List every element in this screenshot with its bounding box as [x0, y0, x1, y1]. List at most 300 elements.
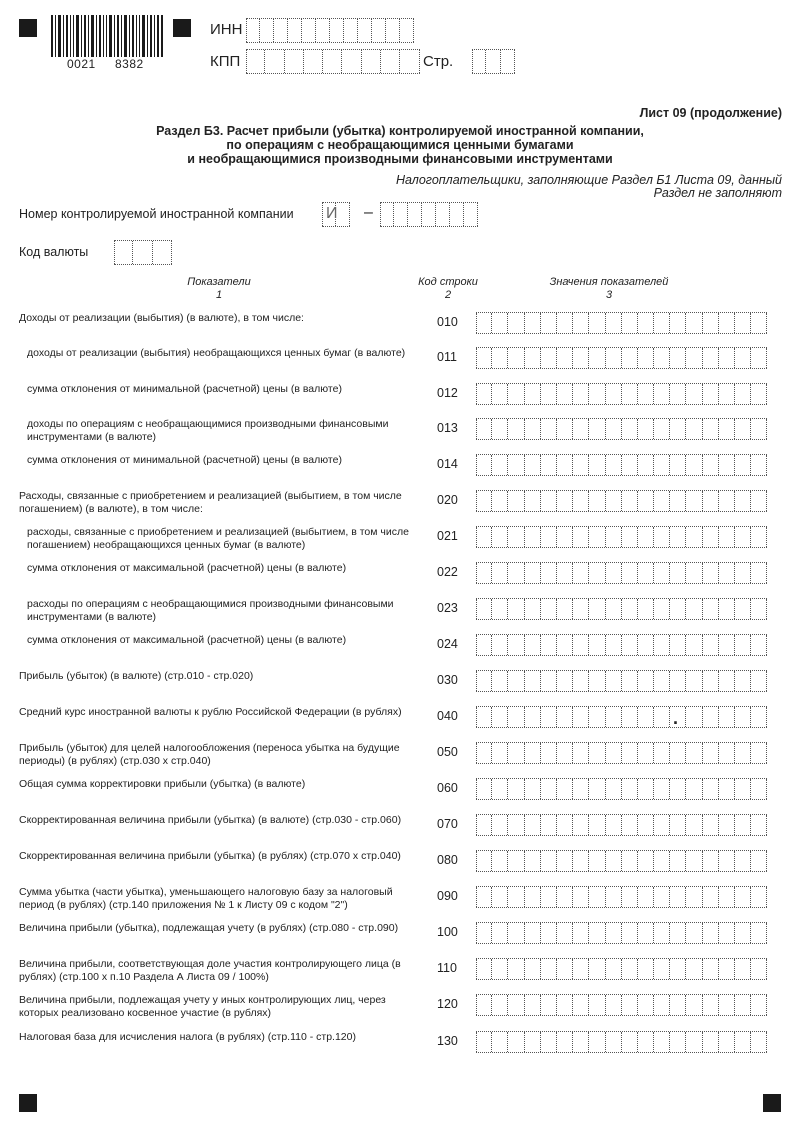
row-value-field[interactable]	[476, 850, 767, 872]
input-cell[interactable]	[386, 19, 400, 42]
input-cell[interactable]	[501, 50, 515, 73]
row-value-field[interactable]	[476, 490, 767, 512]
input-cell[interactable]	[719, 707, 735, 727]
input-cell[interactable]	[622, 419, 638, 439]
input-cell[interactable]	[508, 743, 524, 763]
input-cell[interactable]	[719, 455, 735, 475]
input-cell[interactable]	[541, 743, 557, 763]
input-cell[interactable]	[476, 743, 492, 763]
input-cell[interactable]	[686, 599, 702, 619]
input-cell[interactable]	[719, 491, 735, 511]
input-cell[interactable]	[686, 671, 702, 691]
row-value-field[interactable]	[476, 383, 767, 405]
input-cell[interactable]	[719, 313, 735, 333]
input-cell[interactable]	[703, 563, 719, 583]
input-cell[interactable]	[686, 455, 702, 475]
input-cell[interactable]	[589, 313, 605, 333]
input-cell[interactable]	[735, 1032, 751, 1052]
input-cell[interactable]	[557, 743, 573, 763]
input-cell[interactable]	[751, 348, 767, 368]
input-cell[interactable]	[589, 599, 605, 619]
input-cell[interactable]	[719, 563, 735, 583]
input-cell[interactable]	[670, 348, 686, 368]
input-cell[interactable]	[541, 851, 557, 871]
input-cell[interactable]	[735, 455, 751, 475]
input-cell[interactable]	[508, 815, 524, 835]
input-cell[interactable]	[508, 527, 524, 547]
input-cell[interactable]	[508, 599, 524, 619]
input-cell[interactable]	[464, 203, 478, 226]
input-cell[interactable]	[735, 851, 751, 871]
input-cell[interactable]	[573, 707, 589, 727]
input-cell[interactable]	[638, 455, 654, 475]
input-cell[interactable]	[622, 779, 638, 799]
input-cell[interactable]	[686, 419, 702, 439]
input-cell[interactable]	[573, 313, 589, 333]
input-cell[interactable]	[557, 527, 573, 547]
input-cell[interactable]	[751, 887, 767, 907]
input-cell[interactable]	[751, 563, 767, 583]
input-cell[interactable]	[316, 19, 330, 42]
input-cell[interactable]	[342, 50, 361, 73]
input-cell[interactable]	[622, 815, 638, 835]
input-cell[interactable]	[606, 851, 622, 871]
input-cell[interactable]	[703, 348, 719, 368]
input-cell[interactable]	[622, 671, 638, 691]
input-cell[interactable]	[557, 887, 573, 907]
input-cell[interactable]	[557, 419, 573, 439]
input-cell[interactable]	[719, 995, 735, 1015]
input-cell[interactable]	[557, 707, 573, 727]
input-cell[interactable]	[472, 50, 486, 73]
input-cell[interactable]	[323, 50, 342, 73]
input-cell[interactable]	[735, 527, 751, 547]
input-cell[interactable]	[735, 959, 751, 979]
input-cell[interactable]	[735, 635, 751, 655]
input-cell[interactable]	[654, 563, 670, 583]
input-cell[interactable]	[638, 815, 654, 835]
input-cell[interactable]	[606, 348, 622, 368]
input-cell[interactable]	[557, 671, 573, 691]
input-cell[interactable]	[670, 995, 686, 1015]
input-cell[interactable]	[541, 599, 557, 619]
input-cell[interactable]	[589, 491, 605, 511]
input-cell[interactable]	[670, 887, 686, 907]
input-cell[interactable]	[557, 599, 573, 619]
input-cell[interactable]	[686, 635, 702, 655]
input-cell[interactable]	[557, 455, 573, 475]
input-cell[interactable]	[492, 671, 508, 691]
input-cell[interactable]	[508, 1032, 524, 1052]
input-cell[interactable]	[476, 455, 492, 475]
input-cell[interactable]	[638, 384, 654, 404]
input-cell[interactable]	[573, 779, 589, 799]
input-cell[interactable]	[476, 815, 492, 835]
input-cell[interactable]	[686, 743, 702, 763]
input-cell[interactable]	[735, 348, 751, 368]
input-cell[interactable]	[265, 50, 284, 73]
input-cell[interactable]	[525, 923, 541, 943]
input-cell[interactable]	[508, 851, 524, 871]
input-cell[interactable]	[654, 887, 670, 907]
input-cell[interactable]	[476, 707, 492, 727]
input-cell[interactable]	[703, 959, 719, 979]
input-cell[interactable]	[476, 851, 492, 871]
input-cell[interactable]	[573, 743, 589, 763]
row-value-field[interactable]	[476, 312, 767, 334]
input-cell[interactable]	[606, 599, 622, 619]
input-cell[interactable]	[492, 995, 508, 1015]
input-cell[interactable]	[606, 635, 622, 655]
input-cell[interactable]	[400, 50, 419, 73]
input-cell[interactable]	[622, 563, 638, 583]
input-cell[interactable]	[541, 923, 557, 943]
currency-code-field[interactable]	[114, 240, 172, 265]
input-cell[interactable]	[606, 1032, 622, 1052]
input-cell[interactable]	[573, 563, 589, 583]
input-cell[interactable]	[492, 959, 508, 979]
input-cell[interactable]	[557, 1032, 573, 1052]
input-cell[interactable]	[703, 599, 719, 619]
row-value-field[interactable]	[476, 922, 767, 944]
input-cell[interactable]	[525, 779, 541, 799]
input-cell[interactable]	[670, 1032, 686, 1052]
input-cell[interactable]	[476, 419, 492, 439]
input-cell[interactable]	[638, 419, 654, 439]
input-cell[interactable]	[719, 635, 735, 655]
input-cell[interactable]	[589, 779, 605, 799]
input-cell[interactable]	[606, 743, 622, 763]
input-cell[interactable]	[246, 50, 265, 73]
input-cell[interactable]	[622, 635, 638, 655]
input-cell[interactable]	[358, 19, 372, 42]
input-cell[interactable]	[622, 887, 638, 907]
input-cell[interactable]	[304, 50, 323, 73]
input-cell[interactable]	[654, 923, 670, 943]
input-cell[interactable]	[508, 707, 524, 727]
input-cell[interactable]	[492, 923, 508, 943]
input-cell[interactable]	[703, 419, 719, 439]
input-cell[interactable]	[557, 491, 573, 511]
input-cell[interactable]	[686, 995, 702, 1015]
input-cell[interactable]	[573, 851, 589, 871]
input-cell[interactable]	[508, 419, 524, 439]
input-cell[interactable]	[557, 779, 573, 799]
input-cell[interactable]	[508, 887, 524, 907]
input-cell[interactable]	[589, 384, 605, 404]
input-cell[interactable]	[492, 815, 508, 835]
input-cell[interactable]	[686, 384, 702, 404]
row-value-field[interactable]	[476, 706, 767, 728]
input-cell[interactable]	[573, 959, 589, 979]
input-cell[interactable]	[654, 491, 670, 511]
input-cell[interactable]	[719, 815, 735, 835]
input-cell[interactable]	[541, 1032, 557, 1052]
input-cell[interactable]	[557, 815, 573, 835]
input-cell[interactable]	[476, 635, 492, 655]
input-cell[interactable]	[735, 671, 751, 691]
input-cell[interactable]	[703, 779, 719, 799]
input-cell[interactable]	[719, 1032, 735, 1052]
input-cell[interactable]	[476, 384, 492, 404]
input-cell[interactable]	[492, 707, 508, 727]
input-cell[interactable]	[751, 384, 767, 404]
input-cell[interactable]	[638, 707, 654, 727]
input-cell[interactable]	[703, 527, 719, 547]
input-cell[interactable]	[735, 995, 751, 1015]
input-cell[interactable]	[525, 491, 541, 511]
input-cell[interactable]	[751, 995, 767, 1015]
input-cell[interactable]	[735, 923, 751, 943]
input-cell[interactable]	[589, 851, 605, 871]
input-cell[interactable]	[492, 599, 508, 619]
input-cell[interactable]	[622, 923, 638, 943]
input-cell[interactable]	[153, 241, 172, 264]
input-cell[interactable]	[735, 707, 751, 727]
input-cell[interactable]	[670, 635, 686, 655]
row-value-field[interactable]	[476, 598, 767, 620]
input-cell[interactable]	[606, 527, 622, 547]
input-cell[interactable]	[492, 743, 508, 763]
input-cell[interactable]	[508, 384, 524, 404]
input-cell[interactable]	[573, 599, 589, 619]
input-cell[interactable]	[638, 779, 654, 799]
input-cell[interactable]	[638, 743, 654, 763]
input-cell[interactable]	[508, 959, 524, 979]
input-cell[interactable]	[573, 384, 589, 404]
input-cell[interactable]	[508, 491, 524, 511]
input-cell[interactable]	[686, 313, 702, 333]
row-value-field[interactable]	[476, 418, 767, 440]
input-cell[interactable]	[541, 815, 557, 835]
input-cell[interactable]	[508, 313, 524, 333]
input-cell[interactable]	[573, 455, 589, 475]
input-cell[interactable]	[670, 491, 686, 511]
input-cell[interactable]	[686, 959, 702, 979]
input-cell[interactable]	[638, 923, 654, 943]
input-cell[interactable]	[492, 563, 508, 583]
input-cell[interactable]	[606, 419, 622, 439]
input-cell[interactable]	[719, 419, 735, 439]
input-cell[interactable]	[751, 959, 767, 979]
input-cell[interactable]	[703, 815, 719, 835]
input-cell[interactable]	[654, 707, 670, 727]
input-cell[interactable]	[703, 707, 719, 727]
input-cell[interactable]	[654, 815, 670, 835]
input-cell[interactable]	[525, 851, 541, 871]
input-cell[interactable]	[654, 959, 670, 979]
input-cell[interactable]	[606, 384, 622, 404]
input-cell[interactable]	[541, 491, 557, 511]
input-cell[interactable]	[654, 313, 670, 333]
input-cell[interactable]	[703, 851, 719, 871]
input-cell[interactable]	[606, 455, 622, 475]
input-cell[interactable]	[686, 563, 702, 583]
company-number-field[interactable]	[380, 202, 478, 227]
input-cell[interactable]	[703, 635, 719, 655]
input-cell[interactable]	[573, 995, 589, 1015]
input-cell[interactable]	[573, 491, 589, 511]
input-cell[interactable]	[573, 527, 589, 547]
input-cell[interactable]	[751, 707, 767, 727]
input-cell[interactable]	[476, 959, 492, 979]
input-cell[interactable]	[638, 348, 654, 368]
input-cell[interactable]	[372, 19, 386, 42]
input-cell[interactable]	[686, 923, 702, 943]
input-cell[interactable]	[751, 635, 767, 655]
input-cell[interactable]	[622, 1032, 638, 1052]
input-cell[interactable]	[670, 671, 686, 691]
input-cell[interactable]	[589, 419, 605, 439]
input-cell[interactable]	[541, 313, 557, 333]
input-cell[interactable]	[525, 815, 541, 835]
input-cell[interactable]	[751, 419, 767, 439]
input-cell[interactable]	[606, 959, 622, 979]
input-cell[interactable]	[703, 923, 719, 943]
input-cell[interactable]	[525, 455, 541, 475]
input-cell[interactable]	[622, 959, 638, 979]
input-cell[interactable]	[735, 779, 751, 799]
input-cell[interactable]	[719, 887, 735, 907]
input-cell[interactable]	[573, 419, 589, 439]
input-cell[interactable]	[638, 887, 654, 907]
input-cell[interactable]	[541, 563, 557, 583]
input-cell[interactable]	[508, 779, 524, 799]
input-cell[interactable]	[751, 851, 767, 871]
input-cell[interactable]	[654, 995, 670, 1015]
input-cell[interactable]	[525, 707, 541, 727]
input-cell[interactable]	[638, 313, 654, 333]
row-value-field[interactable]	[476, 814, 767, 836]
input-cell[interactable]	[394, 203, 408, 226]
input-cell[interactable]	[525, 1032, 541, 1052]
input-cell[interactable]	[589, 671, 605, 691]
input-cell[interactable]	[654, 1032, 670, 1052]
input-cell[interactable]	[670, 959, 686, 979]
input-cell[interactable]	[133, 241, 152, 264]
input-cell[interactable]	[703, 455, 719, 475]
row-value-field[interactable]	[476, 526, 767, 548]
input-cell[interactable]	[492, 419, 508, 439]
input-cell[interactable]	[670, 743, 686, 763]
input-cell[interactable]	[703, 1032, 719, 1052]
input-cell[interactable]	[703, 491, 719, 511]
input-cell[interactable]	[670, 313, 686, 333]
input-cell[interactable]	[670, 599, 686, 619]
input-cell[interactable]	[606, 707, 622, 727]
input-cell[interactable]	[525, 887, 541, 907]
input-cell[interactable]	[302, 19, 316, 42]
input-cell[interactable]	[525, 419, 541, 439]
input-cell[interactable]	[654, 743, 670, 763]
input-cell[interactable]	[274, 19, 288, 42]
input-cell[interactable]	[589, 635, 605, 655]
input-cell[interactable]	[557, 384, 573, 404]
row-value-field[interactable]	[476, 994, 767, 1016]
input-cell[interactable]	[670, 851, 686, 871]
input-cell[interactable]	[751, 491, 767, 511]
input-cell[interactable]	[422, 203, 436, 226]
input-cell[interactable]	[751, 527, 767, 547]
input-cell[interactable]	[525, 959, 541, 979]
input-cell[interactable]	[719, 851, 735, 871]
input-cell[interactable]	[557, 313, 573, 333]
input-cell[interactable]	[573, 815, 589, 835]
input-cell[interactable]	[508, 348, 524, 368]
row-value-field[interactable]	[476, 347, 767, 369]
input-cell[interactable]	[735, 419, 751, 439]
row-value-field[interactable]	[476, 742, 767, 764]
input-cell[interactable]	[638, 959, 654, 979]
input-cell[interactable]	[719, 384, 735, 404]
input-cell[interactable]	[525, 995, 541, 1015]
input-cell[interactable]	[525, 563, 541, 583]
input-cell[interactable]	[703, 743, 719, 763]
input-cell[interactable]	[654, 348, 670, 368]
input-cell[interactable]	[686, 887, 702, 907]
input-cell[interactable]	[589, 923, 605, 943]
input-cell[interactable]	[719, 779, 735, 799]
input-cell[interactable]	[670, 779, 686, 799]
input-cell[interactable]	[606, 671, 622, 691]
input-cell[interactable]	[492, 779, 508, 799]
input-cell[interactable]	[508, 671, 524, 691]
input-cell[interactable]	[735, 599, 751, 619]
input-cell[interactable]	[573, 635, 589, 655]
input-cell[interactable]	[654, 455, 670, 475]
input-cell[interactable]	[622, 348, 638, 368]
input-cell[interactable]	[735, 887, 751, 907]
input-cell[interactable]	[719, 743, 735, 763]
input-cell[interactable]	[508, 995, 524, 1015]
input-cell[interactable]	[719, 348, 735, 368]
input-cell[interactable]	[719, 527, 735, 547]
input-cell[interactable]	[525, 527, 541, 547]
row-value-field[interactable]	[476, 958, 767, 980]
input-cell[interactable]	[751, 779, 767, 799]
input-cell[interactable]	[751, 1032, 767, 1052]
input-cell[interactable]	[622, 743, 638, 763]
input-cell[interactable]	[476, 348, 492, 368]
input-cell[interactable]	[606, 563, 622, 583]
input-cell[interactable]	[541, 707, 557, 727]
input-cell[interactable]	[525, 635, 541, 655]
input-cell[interactable]	[362, 50, 381, 73]
input-cell[interactable]	[622, 995, 638, 1015]
input-cell[interactable]	[686, 779, 702, 799]
input-cell[interactable]	[703, 887, 719, 907]
row-value-field[interactable]	[476, 634, 767, 656]
input-cell[interactable]	[573, 1032, 589, 1052]
input-cell[interactable]	[638, 995, 654, 1015]
input-cell[interactable]	[589, 348, 605, 368]
input-cell[interactable]	[735, 563, 751, 583]
input-cell[interactable]	[622, 384, 638, 404]
input-cell[interactable]	[525, 599, 541, 619]
input-cell[interactable]	[589, 527, 605, 547]
input-cell[interactable]	[573, 923, 589, 943]
input-cell[interactable]	[285, 50, 304, 73]
input-cell[interactable]	[557, 959, 573, 979]
input-cell[interactable]	[288, 19, 302, 42]
input-cell[interactable]	[476, 563, 492, 583]
input-cell[interactable]	[670, 527, 686, 547]
input-cell[interactable]	[606, 779, 622, 799]
input-cell[interactable]	[525, 671, 541, 691]
input-cell[interactable]	[114, 241, 133, 264]
input-cell[interactable]	[541, 527, 557, 547]
input-cell[interactable]	[703, 384, 719, 404]
